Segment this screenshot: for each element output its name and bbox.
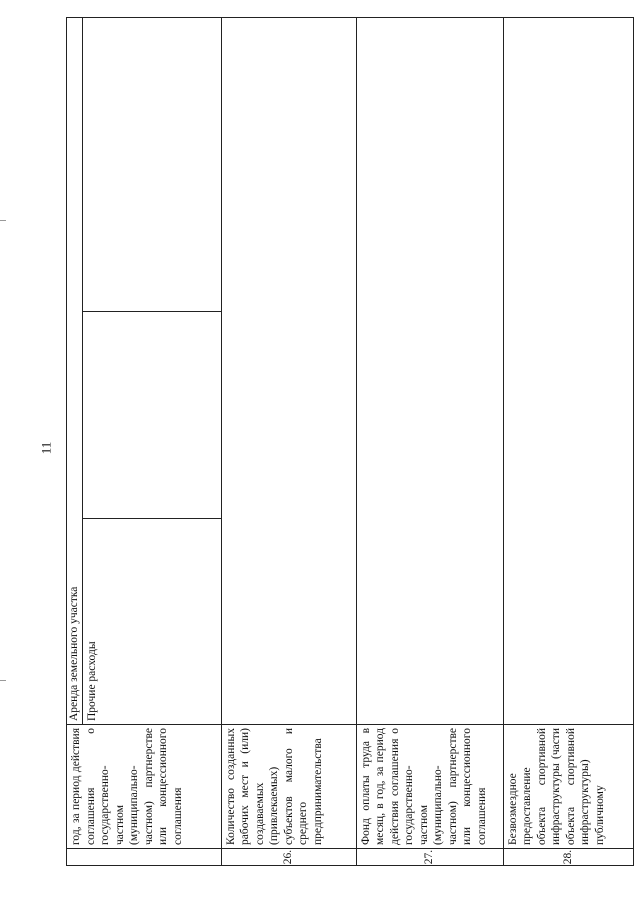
row-number-cell: 28. [503,849,634,866]
item-cell: Аренда земельного участка [67,17,83,724]
row-number-cell: 26. [221,849,356,866]
item-cell: Прочие расходы [82,519,221,725]
page-number: 11 [38,441,54,455]
scan-mark [0,220,6,221]
row-number-cell: 27. [356,849,503,866]
empty-cell [503,17,634,724]
table-row [221,17,356,865]
empty-cell [82,312,221,519]
scan-mark [0,680,6,681]
table-row [356,17,503,865]
row-label-cell: Фонд оплаты труда в месяц, в год, за период действия соглашения о государственно-частном (муниципально-частном) партнерстве или концессионного соглашения [356,725,503,849]
row-number-cell [67,849,222,866]
row-label-cell: Количество созданных рабочих мест и (или) создаваемых (привлекаемых) субъектов малого и среднего предпринимательства [221,725,356,849]
empty-cell [82,17,221,311]
table-row [503,17,634,865]
empty-cell [221,17,356,724]
row-label-cell: Безвозмездное предоставление объекта спортивной инфраструктуры (части объекта спортивной инфраструктуры) публичному [503,725,634,849]
data-table [66,17,634,866]
row-label-cell: год, за период действия соглашения о государственно-частном (муниципально-частном) партнерстве или концессионного соглашения [67,725,222,849]
table-row [67,17,83,865]
rotated-table-container [66,18,634,866]
empty-cell [356,17,503,724]
